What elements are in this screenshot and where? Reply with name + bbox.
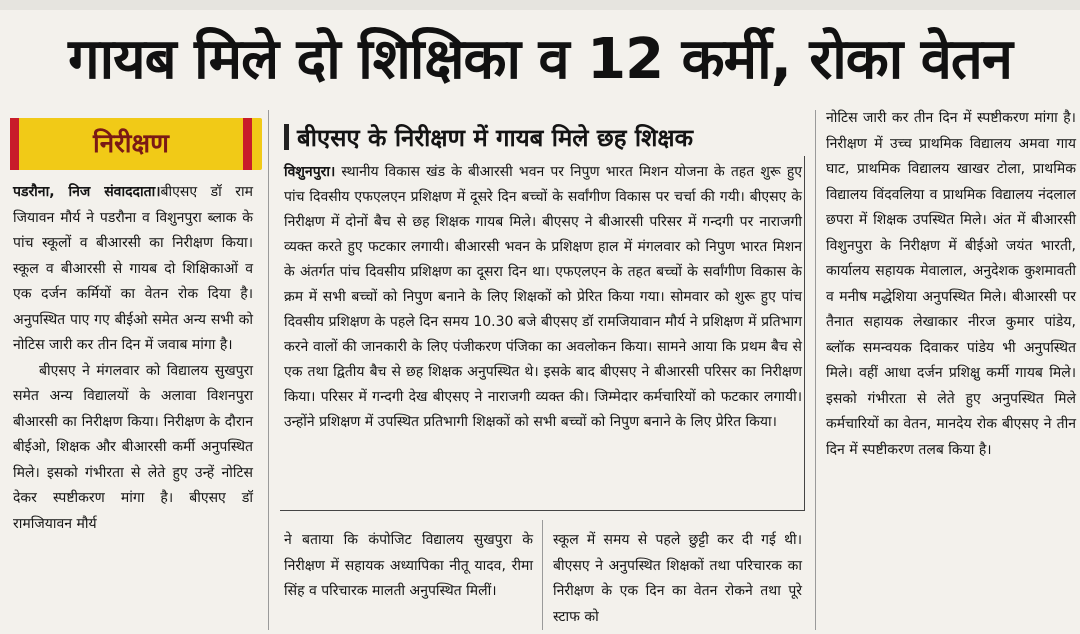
- column-1-para-2: बीएसए ने मंगलवार को विद्यालय सुखपुरा समेत अन्य विद्यालयों के अलावा विशनपुरा बीआरसी का निरीक्षण किया। निरीक्षण के दौरान बीईओ, शिक्षक और बीआरसी कर्मी अनुपस्थित मिले। इसको गंभीरता से लेते हुए उन्हें नोटिस देकर स्पष्टीकरण मांगा है। बीएसए डॉ रामजियावन मौर्य: [13, 362, 253, 532]
- column-rule-1: [268, 110, 269, 630]
- box-story-text: स्थानीय विकास खंड के बीआरसी भवन पर निपुण भारत मिशन योजना के तहत शुरू हुए पांच दिवसीय एफएलएन प्रशिक्षण में दूसरे दिन बच्चों के सर्वांगीण विकास पर चर्चा की गयी। बीएसए के निरीक्षण में दोनों बैच से छह शिक्षक गायब मिले। बीएसए ने बीआरसी परिसर में गन्दगी पर नाराजगी व्यक्त करते हुए फटकार लगायी। बीआरसी भवन के प्रशिक्षण हाल में मंगलवार को निपुण भारत मिशन के अंतर्गत पांच दिवसीय प्रशिक्षण का दूसरा दिन था। एफएलएन के तहत बच्चों के सर्वांगीण विकास के क्रम में सभी बच्चों को निपुण बनाने के लिए शिक्षकों को प्रेरित किया गया। सोमवार को शुरू हुए पांच दिवसीय प्रशिक्षण के पहले दिन समय 10.30 बजे बीएसए डॉ रामजियावान मौर्य ने प्रशिक्षण में प्रतिभाग करने वालों की जानकारी के लिए पंजीकरण पंजिका का अवलोकन किया। सामने आया कि प्रथम बैच से एक तथा द्वितीय बैच से छह शिक्षक अनुपस्थित थे। इसके बाद बीएसए ने बीआरसी परिसर का निरीक्षण किया। परिसर में गन्दगी देख बीएसए ने नाराजगी व्यक्त की। जिम्मेदार कर्मचारियों को फटकार लगायी। उन्होंने प्रशिक्षण में उपस्थित प्रतिभागी शिक्षकों को सभी बच्चों को निपुण बनाने के लिए प्रेरित किया।: [284, 164, 802, 430]
- tag-bar-right: [243, 118, 252, 170]
- box-bottom-border: [280, 510, 805, 511]
- box-dateline: विशुनपुरा।: [284, 164, 336, 180]
- box-story: [284, 160, 802, 435]
- box-subheading: [284, 118, 804, 158]
- column-3-text: स्कूल में समय से पहले छुट्टी कर दी गई थी। बीएसए ने अनुपस्थित शिक्षकों तथा परिचारक का निरीक्षण के एक दिन का वेतन रोकने तथा पूरे स्टाफ को: [553, 532, 802, 625]
- column-4-text: नोटिस जारी कर तीन दिन में स्पष्टीकरण मांगा है। निरीक्षण में उच्च प्राथमिक विद्यालय अमवा गाय घाट, प्राथमिक विद्यालय खाखर टोला, प्राथमिक विद्यालय विंदवलिया व प्राथमिक विद्यालय नंदलाल छपरा में शिक्षक उपस्थित मिले। अंत में बीआरसी विशुनपुरा के निरीक्षण में बीईओ जयंत भारती, कार्यालय सहायक मेवालाल, अनुदेशक कुशमावती व मनीष मद्धेशिया अनुपस्थित मिले। बीआरसी पर तैनात सहायक लेखाकार नीरज कुमार पांडेय, ब्लॉक समन्वयक दिवाकर पांडेय भी अनुपस्थित मिले। वहीं आधा दर्जन प्रशिक्षु कर्मी गायब मिले। इसको गंभीरता से लेते हुए अनुपस्थित मिले कर्मचारियों का वेतन, मानदेय रोक बीएसए ने तीन दिन में स्पष्टीकरण तलब किया है।: [826, 110, 1076, 458]
- column-rule-2: [542, 520, 543, 630]
- column-2-continued: [284, 528, 533, 605]
- page-top-strip: [0, 0, 1080, 10]
- dateline: पडरौना, निज संवाददाता।: [13, 184, 161, 200]
- column-rule-3: [815, 110, 816, 630]
- subheading-marker: [284, 124, 289, 150]
- section-tag: [10, 118, 262, 170]
- headline: गायब मिले दो शिक्षिका व 12 कर्मी, रोका वेतन: [68, 27, 1012, 92]
- tag-label: निरीक्षण: [93, 129, 169, 159]
- box-right-border: [804, 156, 805, 511]
- column-1-para-1: [13, 180, 253, 359]
- column-1-text-1: बीएसए डॉ राम जियावन मौर्य ने पडरौना व विशुनपुरा ब्लाक के पांच स्कूलों व बीआरसी का निरीक्षण किया। स्कूल व बीआरसी से गायब दो शिक्षिकाओं व एक दर्जन कर्मियों का वेतन रोक दिया है। अनुपस्थित पाए गए बीईओ समेत अन्य सभी को नोटिस जारी कर तीन दिन में जवाब मांगा है।: [13, 184, 253, 353]
- column-2-text: ने बताया कि कंपोजिट विद्यालय सुखपुरा के निरीक्षण में सहायक अध्यापिका नीतू यादव, रीमा सिंह व परिचारक मालती अनुपस्थित मिलीं।: [284, 532, 533, 599]
- box-story-para: [284, 160, 802, 435]
- column-1: [13, 180, 253, 537]
- tag-bar-left: [10, 118, 19, 170]
- subheading-text: बीएसए के निरीक्षण में गायब मिले छह शिक्षक: [297, 124, 694, 152]
- column-4: [826, 106, 1076, 463]
- column-3-continued: [553, 528, 802, 630]
